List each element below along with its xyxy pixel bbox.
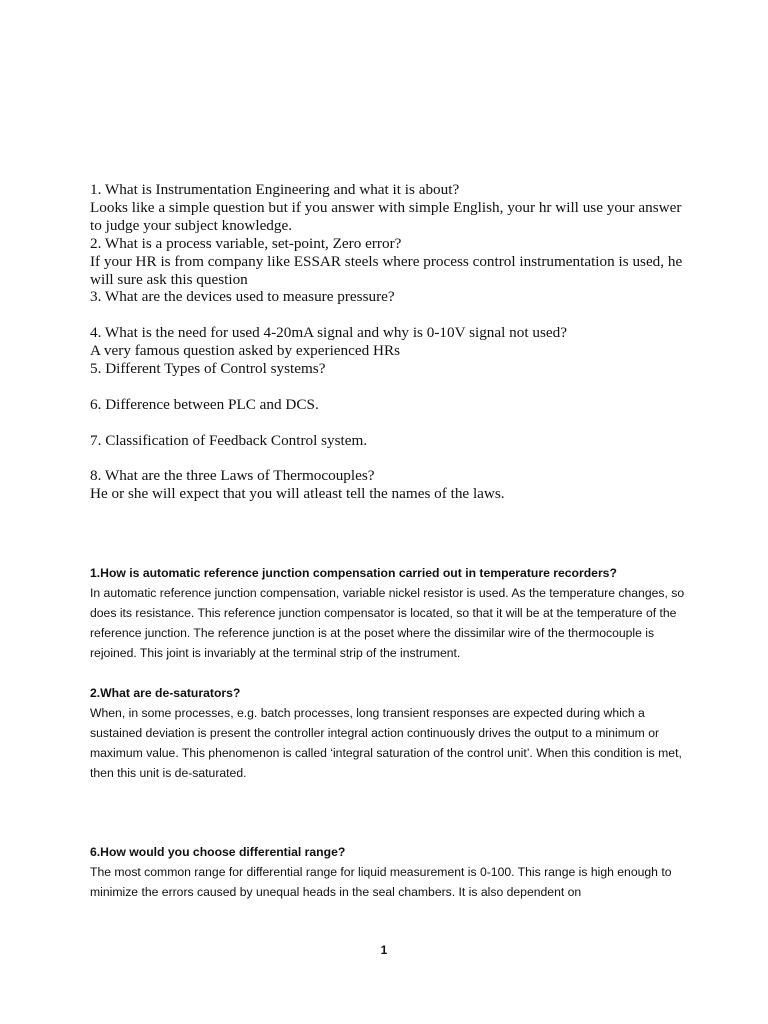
spacer — [90, 450, 690, 468]
list-item: 6. Difference between PLC and DCS. — [90, 395, 319, 413]
section-answer: In automatic reference junction compensation, variable nickel resistor is used. As the temperature changes, so does its resistance. This reference junction compensator is located, so that it will be at the temperature of the reference junction. The reference junction is at the poset where the dissimilar wire of the thermocouple is rejoined. This joint is invariably at the terminal strip of the instrument. — [90, 586, 685, 660]
list-item: 8. What are the three Laws of Thermocouples? — [90, 467, 375, 485]
spacer — [90, 378, 690, 396]
list-item-note: If your HR is from company like ESSAR steels where process control instrumentation is used, he will sure ask this question — [90, 252, 683, 288]
qa-section — [90, 563, 690, 663]
list-item-note: Looks like a simple question but if you answer with simple English, your hr will use your answer to judge your subject knowledge. — [90, 198, 682, 234]
list-item: 4. What is the need for used 4-20mA signal and why is 0-10V signal not used? — [90, 324, 567, 342]
section-answer: The most common range for differential range for liquid measurement is 0-100. This range is high enough to minimize the errors caused by unequal heads in the seal chambers. It is also dependent on — [90, 865, 672, 899]
spacer — [90, 414, 690, 432]
list-item: 1. What is Instrumentation Engineering and what it is about? — [90, 181, 460, 198]
list-item: 3. What are the devices used to measure pressure? — [90, 288, 395, 306]
list-item-note: He or she will expect that you will atleast tell the names of the laws. — [90, 485, 505, 503]
list-item-note: A very famous question asked by experienced HRs — [90, 342, 401, 360]
page-number: 1 — [380, 943, 388, 957]
list-item: 7. Classification of Feedback Control system. — [90, 431, 368, 449]
qa-section — [90, 683, 690, 783]
interview-questions-list — [90, 181, 690, 503]
section-question: 2.What are de-saturators? — [90, 686, 241, 700]
section-question: 6.How would you choose differential range? — [90, 845, 346, 859]
list-item: 2. What is a process variable, set-point, Zero error? — [90, 234, 402, 252]
list-item: 5. Different Types of Control systems? — [90, 360, 326, 378]
section-question: 1.How is automatic reference junction compensation carried out in temperature recorders? — [90, 566, 617, 580]
spacer — [90, 306, 690, 324]
section-answer: When, in some processes, e.g. batch processes, long transient responses are expected during which a sustained deviation is present the controller integral action continuously drives the output to a minimum or maximum value. This phenomenon is called ‘integral saturation of the control unit’. When this condition is met, then this unit is de-saturated. — [90, 706, 682, 780]
qa-section — [90, 842, 690, 902]
